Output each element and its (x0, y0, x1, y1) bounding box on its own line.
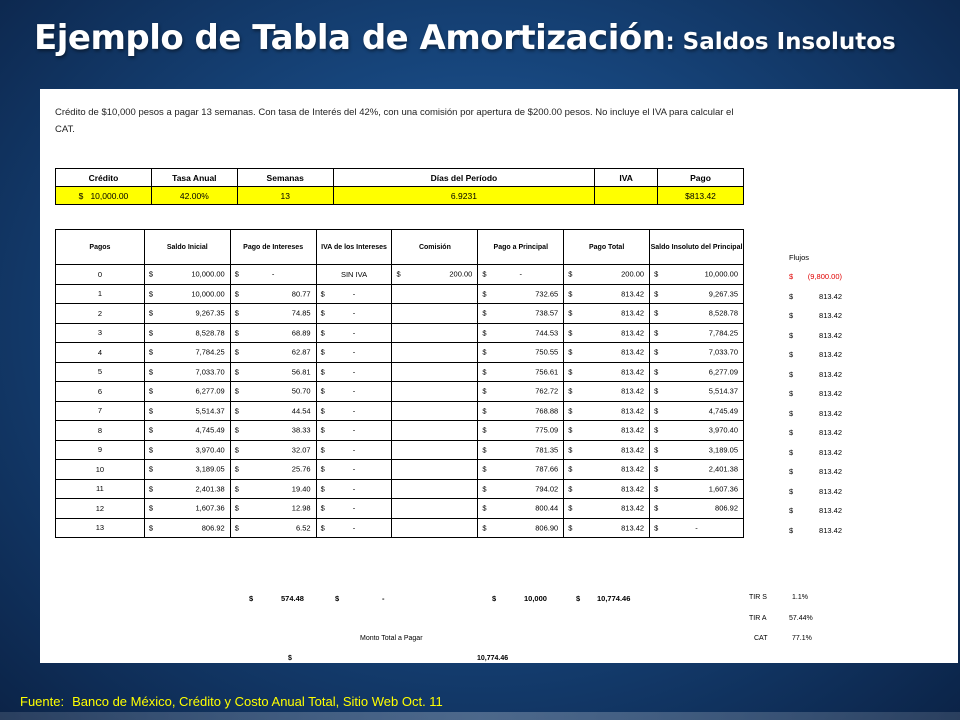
money-cell: $ 768.88 (478, 401, 564, 421)
money-cell: $ 813.42 (564, 518, 650, 538)
money-cell: $ 800.44 (478, 499, 564, 519)
iva-value (595, 187, 658, 205)
flujo-value: $ 813.42 (789, 330, 842, 340)
flujo-value: $ 813.42 (789, 447, 842, 457)
money-cell: $ 6.52 (230, 518, 316, 538)
money-cell: $ 738.57 (478, 304, 564, 324)
money-cell: $ 7,784.25 (650, 323, 744, 343)
commission-cell (392, 479, 478, 499)
footer-strip (0, 712, 960, 720)
summary-header: Pago (658, 169, 744, 187)
money-cell: $ 8,528.78 (650, 304, 744, 324)
flujo-value: $ 813.42 (789, 486, 842, 496)
amort-header: Pago Total (564, 230, 650, 265)
payment-number: 5 (56, 362, 145, 382)
money-cell: $ 3,970.40 (650, 421, 744, 441)
money-cell: $ 6,277.09 (650, 362, 744, 382)
payment-number: 13 (56, 518, 145, 538)
commission-cell: $ 200.00 (392, 265, 478, 285)
total-payment-currency: $ (576, 594, 581, 603)
table-row (56, 382, 744, 402)
money-cell: $ 44.54 (230, 401, 316, 421)
cat-label: CAT (754, 635, 768, 642)
payment-number: 7 (56, 401, 145, 421)
flujo-value: $ 813.42 (789, 291, 842, 301)
money-cell: $ 5,514.37 (144, 401, 230, 421)
money-cell: $ 7,784.25 (144, 343, 230, 363)
amort-header: Pago a Principal (478, 230, 564, 265)
iva-cell: $ - (316, 518, 392, 538)
monto-total-value: 10,774.46 (477, 655, 509, 662)
table-row (56, 460, 744, 480)
tir-s-label: TIR S (749, 594, 767, 601)
commission-cell (392, 323, 478, 343)
money-cell: $ 813.42 (564, 323, 650, 343)
money-cell: $ 813.42 (564, 460, 650, 480)
money-cell: $ 813.42 (564, 343, 650, 363)
iva-cell: $ - (316, 460, 392, 480)
payment-number: 8 (56, 421, 145, 441)
rate-value: 42.00% (151, 187, 237, 205)
summary-header: Tasa Anual (151, 169, 237, 187)
money-cell: $ 56.81 (230, 362, 316, 382)
iva-cell: $ - (316, 499, 392, 519)
iva-cell: $ - (316, 323, 392, 343)
money-cell: $ 806.92 (144, 518, 230, 538)
money-cell: $ 10,000.00 (144, 265, 230, 285)
iva-cell: $ - (316, 304, 392, 324)
payment-number: 1 (56, 284, 145, 304)
total-payment: 10,774.46 (597, 594, 631, 603)
total-interest: 574.48 (281, 594, 304, 603)
money-cell: $ 4,745.49 (144, 421, 230, 441)
commission-cell (392, 460, 478, 480)
money-cell: $ 813.42 (564, 479, 650, 499)
source-label: Fuente: (20, 694, 65, 709)
payment-number: 12 (56, 499, 145, 519)
iva-cell: $ - (316, 479, 392, 499)
payment-value: $813.42 (658, 187, 744, 205)
table-row (56, 304, 744, 324)
payment-number: 9 (56, 440, 145, 460)
money-cell: $ 2,401.38 (144, 479, 230, 499)
commission-cell (392, 499, 478, 519)
amort-header: Saldo Insoluto del Principal (650, 230, 744, 265)
commission-cell (392, 284, 478, 304)
flujos-column (740, 229, 858, 540)
money-cell: $ 813.42 (564, 440, 650, 460)
source-note (20, 694, 443, 709)
title-sub: : Saldos Insolutos (665, 29, 896, 55)
money-cell: $ 200.00 (564, 265, 650, 285)
money-cell: $ 744.53 (478, 323, 564, 343)
payment-number: 6 (56, 382, 145, 402)
money-cell: $ 813.42 (564, 499, 650, 519)
amort-header: Pagos (56, 230, 145, 265)
money-cell: $ 12.98 (230, 499, 316, 519)
amort-header-row (56, 230, 744, 265)
table-row (56, 421, 744, 441)
iva-cell: $ - (316, 421, 392, 441)
iva-cell: $ - (316, 382, 392, 402)
money-cell: $ 813.42 (564, 362, 650, 382)
total-principal: 10,000 (524, 594, 547, 603)
money-cell: $ 7,033.70 (144, 362, 230, 382)
table-row (56, 265, 744, 285)
commission-cell (392, 440, 478, 460)
money-cell: $ 1,607.36 (144, 499, 230, 519)
amortization-table (55, 229, 744, 538)
page-title (34, 18, 896, 58)
monto-total-label: Monto Total a Pagar (360, 635, 423, 642)
amort-header: Saldo Inicial (144, 230, 230, 265)
iva-cell: $ - (316, 401, 392, 421)
flujo-value: $ 813.42 (789, 428, 842, 437)
commission-cell (392, 304, 478, 324)
total-iva-currency: $ (335, 594, 340, 603)
credit-description: Crédito de $10,000 pesos a pagar 13 semanas. Con tasa de Interés del 42%, con una comisión por apertura de $200.00 pesos. No incluye el IVA para calcular el CAT. (55, 107, 734, 135)
table-row (56, 362, 744, 382)
money-cell: $ 813.42 (564, 284, 650, 304)
money-cell: $ 813.42 (564, 382, 650, 402)
commission-cell (392, 518, 478, 538)
source-text: Banco de México, Crédito y Costo Anual Total, Sitio Web Oct. 11 (72, 694, 443, 709)
money-cell: $ 10,000.00 (650, 265, 744, 285)
table-row (56, 499, 744, 519)
summary-header: IVA (595, 169, 658, 187)
flujo-value: $ 813.42 (789, 525, 842, 535)
money-cell: $ 38.33 (230, 421, 316, 441)
total-interest-currency: $ (249, 594, 254, 603)
credit-summary-table (55, 168, 744, 205)
payment-number: 0 (56, 265, 145, 285)
money-cell: $ 813.42 (564, 401, 650, 421)
money-cell: $ 756.61 (478, 362, 564, 382)
iva-cell: $ - (316, 343, 392, 363)
money-cell: $ - (478, 265, 564, 285)
amort-header: IVA de los Intereses (316, 230, 392, 265)
money-cell: $ - (230, 265, 316, 285)
money-cell: $ 25.76 (230, 460, 316, 480)
commission-cell (392, 343, 478, 363)
commission-cell (392, 421, 478, 441)
table-row (56, 518, 744, 538)
summary-header-row (56, 169, 744, 187)
iva-cell: $ - (316, 284, 392, 304)
money-cell: $ 19.40 (230, 479, 316, 499)
iva-cell: $ - (316, 440, 392, 460)
money-cell: $ 806.90 (478, 518, 564, 538)
table-row (56, 284, 744, 304)
tir-a-label: TIR A (749, 615, 767, 622)
money-cell: $ 1,607.36 (650, 479, 744, 499)
money-cell: $ 4,745.49 (650, 401, 744, 421)
money-cell: $ 806.92 (650, 499, 744, 519)
payment-number: 3 (56, 323, 145, 343)
money-cell: $ 2,401.38 (650, 460, 744, 480)
monto-total-currency: $ (288, 655, 292, 662)
flujo-value: $ 813.42 (789, 408, 842, 418)
money-cell: $ 781.35 (478, 440, 564, 460)
money-cell: $ 7,033.70 (650, 343, 744, 363)
money-cell: $ 732.65 (478, 284, 564, 304)
tir-s-value: 1.1% (792, 594, 808, 601)
money-cell: $ 787.66 (478, 460, 564, 480)
money-cell: $ 32.07 (230, 440, 316, 460)
money-cell: $ 9,267.35 (144, 304, 230, 324)
money-cell: $ 74.85 (230, 304, 316, 324)
money-cell: $ 3,970.40 (144, 440, 230, 460)
amort-header: Comisión (392, 230, 478, 265)
days-value: 6.9231 (333, 187, 595, 205)
money-cell: $ 8,528.78 (144, 323, 230, 343)
table-row (56, 323, 744, 343)
flujo-value: $ 813.42 (789, 506, 842, 515)
money-cell: $ 750.55 (478, 343, 564, 363)
money-cell: $ - (650, 518, 744, 538)
money-cell: $ 62.87 (230, 343, 316, 363)
flujo-value: $ 813.42 (789, 350, 842, 359)
flujo-value: $ 813.42 (789, 311, 842, 320)
money-cell: $ 813.42 (564, 421, 650, 441)
flujos-header: Flujos (788, 253, 809, 262)
total-principal-currency: $ (492, 594, 497, 603)
commission-cell (392, 382, 478, 402)
spreadsheet-panel (40, 89, 958, 663)
flujo-value: $ 813.42 (789, 389, 842, 398)
flujo-value: $ 813.42 (789, 369, 842, 379)
money-cell: $ 3,189.05 (650, 440, 744, 460)
money-cell: $ 9,267.35 (650, 284, 744, 304)
weeks-value: 13 (237, 187, 333, 205)
money-cell: $ 6,277.09 (144, 382, 230, 402)
table-row (56, 440, 744, 460)
iva-cell: $ - (316, 362, 392, 382)
money-cell: $ 775.09 (478, 421, 564, 441)
money-cell: $ 10,000.00 (144, 284, 230, 304)
money-cell: $ 3,189.05 (144, 460, 230, 480)
money-cell: $ 5,514.37 (650, 382, 744, 402)
summary-values-row (56, 187, 744, 205)
commission-cell (392, 401, 478, 421)
money-cell: $ 813.42 (564, 304, 650, 324)
title-main: Ejemplo de Tabla de Amortización (34, 18, 666, 58)
tir-a-value: 57.44% (789, 615, 813, 622)
payment-number: 2 (56, 304, 145, 324)
flujo-value: $ (9,800.00) (789, 272, 842, 281)
money-cell: $ 50.70 (230, 382, 316, 402)
summary-header: Días del Período (333, 169, 595, 187)
payment-number: 10 (56, 460, 145, 480)
payment-number: 11 (56, 479, 145, 499)
amort-header: Pago de Intereses (230, 230, 316, 265)
commission-cell (392, 362, 478, 382)
payment-number: 4 (56, 343, 145, 363)
credit-value: $ 10,000.00 (56, 187, 152, 205)
table-row (56, 479, 744, 499)
cat-value: 77.1% (792, 635, 812, 642)
table-row (56, 401, 744, 421)
money-cell: $ 794.02 (478, 479, 564, 499)
table-row (56, 343, 744, 363)
money-cell: $ 762.72 (478, 382, 564, 402)
flujo-value: $ 813.42 (789, 467, 842, 476)
summary-header: Crédito (56, 169, 152, 187)
money-cell: $ 80.77 (230, 284, 316, 304)
summary-header: Semanas (237, 169, 333, 187)
total-iva: - (382, 594, 385, 603)
money-cell: $ 68.89 (230, 323, 316, 343)
iva-cell: SIN IVA (316, 265, 392, 285)
